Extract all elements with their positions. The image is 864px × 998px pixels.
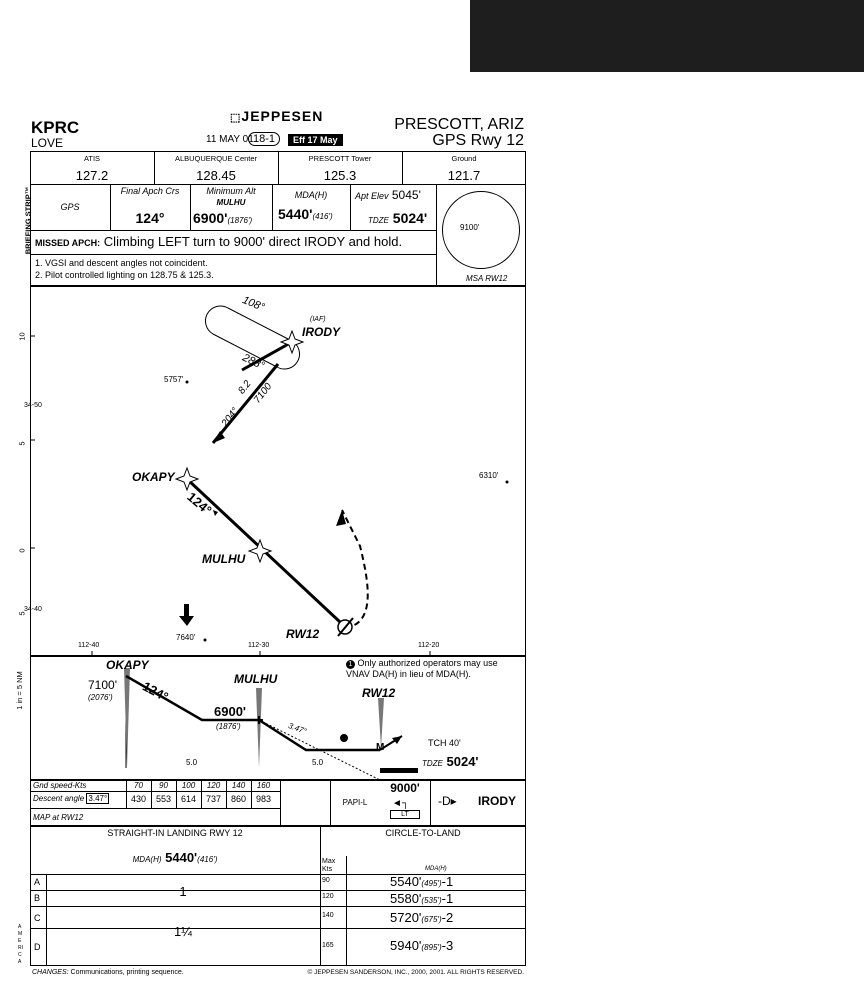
airport-ident: KPRC: [31, 118, 80, 137]
profile-okapy-label: OKAPY: [106, 658, 149, 672]
america-label: AMERICA: [18, 924, 23, 965]
hold-outbound-course: 288°: [240, 351, 267, 373]
latitude-bottom: 34-40: [24, 606, 42, 613]
rate-983: 983: [255, 794, 272, 804]
rate-614: 614: [180, 794, 197, 804]
circle-row-b: 5580'(535')-1: [390, 891, 454, 906]
cat-d: D: [34, 942, 41, 952]
comm-freq-atis: 127.2: [75, 168, 109, 183]
straight-in-title: STRAIGHT-IN LANDING RWY 12: [107, 828, 243, 838]
rate-737: 737: [205, 794, 222, 804]
profile-mulhu-h: (1876'): [216, 722, 241, 731]
rate-860: 860: [230, 794, 247, 804]
scale-label: 1 in = 5 NM: [14, 671, 24, 710]
mulhu-fix-icon: [249, 540, 271, 562]
missed-alt: 9000': [390, 781, 420, 795]
scale-5b: 5: [17, 611, 27, 616]
missed-approach-path: [342, 510, 368, 628]
profile-tch: TCH 40': [428, 738, 461, 748]
profile-rw12-label: RW12: [362, 686, 396, 700]
final-course-label: 124°: [184, 489, 215, 518]
publisher-logo: ⬚JEPPESEN: [230, 108, 324, 124]
irody-label: IRODY: [302, 325, 341, 339]
speed-100: 100: [181, 781, 196, 790]
speed-160: 160: [256, 781, 271, 790]
okapy-fix-bar: [124, 668, 130, 768]
course-arrow-icon: [213, 510, 218, 516]
max-kts-label: Max Kts: [322, 858, 336, 873]
profile-okapy-h: (2076'): [88, 693, 113, 702]
comm-name-ground: Ground: [451, 154, 477, 163]
irody-fix-icon: [281, 331, 303, 353]
missed-arrow-icon: [336, 510, 346, 526]
speed-label: Gnd speed-Kts: [33, 781, 87, 790]
tdze-row: TDZE 5024': [368, 210, 428, 226]
spot-height-dot: [204, 639, 207, 642]
final-crs-value: 124°: [135, 210, 165, 226]
min-alt-fix: MULHU: [216, 198, 246, 207]
irody-leg: [213, 364, 278, 443]
scale-10: 10: [17, 332, 27, 341]
circle-title: CIRCLE-TO-LAND: [385, 828, 461, 838]
circle-kts-a: 90: [322, 877, 330, 884]
speed-140: 140: [231, 781, 246, 790]
cat-b: B: [34, 893, 41, 903]
spot-height-dot: [506, 481, 509, 484]
note-1: 1. VGSI and descent angles not coincident.: [35, 258, 208, 268]
comm-name-atis: ATIS: [83, 154, 101, 163]
approach-type: GPS: [60, 202, 80, 212]
longitude-2: 112-30: [248, 642, 270, 649]
leg-course: 204°: [219, 405, 242, 430]
mulhu-fix-bar: [256, 688, 262, 768]
mda-label: MDA(H): [294, 190, 328, 200]
left-turn-label: LT: [390, 810, 420, 819]
rate-430: 430: [130, 794, 147, 804]
effective-date: Eff 17 May: [288, 134, 343, 146]
msa-label: MSA RW12: [466, 274, 508, 283]
circle-kts-b: 120: [322, 893, 334, 900]
profile-mulhu-alt: 6900': [214, 704, 247, 719]
airport-name: LOVE: [31, 136, 64, 150]
plan-view-drawing: [30, 286, 526, 656]
longitude-1: 112-40: [78, 642, 100, 649]
profile-note: 1 Only authorized operators may use VNAV DA(H) in lieu of MDA(H).: [346, 658, 498, 679]
circle-kts-d: 165: [322, 942, 334, 949]
copyright: © JEPPESEN SANDERSON, INC., 2000, 2001. ALL RIGHTS RESERVED.: [307, 969, 524, 976]
cat-c: C: [34, 913, 41, 923]
profile-mulhu-label: MULHU: [234, 672, 278, 686]
leg-altitude: 7100: [251, 381, 275, 406]
changes-row: CHANGES: Communications, printing sequence.: [32, 969, 184, 976]
runway-bar: [380, 768, 418, 773]
longitude-3: 112-20: [418, 642, 440, 649]
profile-okapy-alt: 7100': [88, 678, 117, 692]
map-marker: M: [376, 742, 385, 753]
spot-height-1: 5757': [164, 375, 184, 384]
map-label: MAP at RW12: [33, 813, 84, 822]
rw12-fix-bar: [378, 698, 384, 748]
spot-height-3: 7640': [176, 633, 196, 642]
missed-climb-arrow-icon: [392, 736, 402, 744]
comm-name-center: ALBUQUERQUE Center: [174, 154, 258, 163]
spot-height-dot: [186, 381, 189, 384]
top-dark-band: [470, 0, 864, 72]
circle-kts-c: 140: [322, 912, 334, 919]
comm-freq-center: 128.45: [196, 168, 236, 183]
approach-chart: [14, 108, 526, 978]
note-marker-icon: [340, 734, 348, 742]
final-crs-label: Final Apch Crs: [120, 186, 180, 196]
circle-mda-label: MDA(H): [425, 866, 447, 872]
min-alt-row: 6900'(1876'): [193, 210, 253, 226]
speed-70: 70: [134, 781, 143, 790]
min-alt-label: Minimum Alt: [206, 186, 256, 196]
rw12-label: RW12: [286, 627, 320, 641]
circle-row-c: 5720'(675')-2: [390, 910, 454, 925]
leg-distance: 8.2: [236, 378, 254, 397]
obstacle-arrow-icon: [179, 604, 194, 626]
circle-row-a: 5540'(495')-1: [390, 874, 454, 889]
irody-iaf-label: (IAF): [310, 316, 326, 323]
spot-height-2: 6310': [479, 471, 499, 480]
profile-course: 124°: [140, 678, 171, 705]
left-turn-icon: ◄┐: [392, 798, 409, 809]
hold-inbound-course: 108°: [240, 294, 267, 314]
note-1-icon: 1: [346, 660, 355, 669]
descent-path-2: [259, 720, 380, 750]
vis-ab: 1: [179, 884, 187, 899]
scale-5: 5: [17, 441, 27, 446]
angle-row-label: Descent angle 3.47°: [33, 794, 108, 803]
city-name: PRESCOTT, ARIZ: [394, 116, 524, 133]
comm-name-tower: PRESCOTT Tower: [308, 154, 372, 163]
chart-date: 11 MAY 01: [206, 134, 254, 145]
vis-cd: 1¼: [173, 924, 193, 939]
speed-120: 120: [206, 781, 221, 790]
comm-freq-ground: 121.7: [447, 168, 481, 183]
missed-fix: IRODY: [478, 794, 517, 808]
speed-90: 90: [159, 781, 168, 790]
missed-approach: MISSED APCH: Climbing LEFT turn to 9000' direct IRODY and hold.: [35, 234, 403, 249]
mulhu-label: MULHU: [202, 552, 246, 566]
okapy-label: OKAPY: [132, 470, 175, 484]
scale-0: 0: [17, 548, 27, 553]
papi-label: PAPI-L: [342, 798, 368, 807]
apt-elev-row: Apt Elev 5045': [355, 188, 421, 202]
profile-tdze-row: TDZE 5024': [422, 754, 479, 769]
jeppesen-logo-icon: ⬚: [230, 112, 242, 124]
procedure-name: GPS Rwy 12: [432, 132, 524, 149]
msa-altitude: 9100': [460, 223, 480, 232]
latitude-top: 34-50: [24, 402, 42, 409]
comm-freq-tower: 125.3: [323, 168, 357, 183]
rate-553: 553: [155, 794, 172, 804]
direct-to-icon: -D▸: [438, 794, 457, 808]
mda-row: 5440'(416'): [278, 206, 333, 222]
profile-dist-1: 5.0: [186, 758, 198, 767]
msa-circle: [442, 191, 520, 269]
cat-a: A: [34, 877, 41, 887]
profile-angle: 3.47°: [287, 721, 308, 736]
circle-row-d: 5940'(895')-3: [390, 938, 454, 953]
straight-in-mda: MDA(H) 5440'(416'): [132, 850, 218, 865]
briefing-strip-label: BRIEFING STRIP™: [23, 186, 33, 255]
profile-dist-2: 5.0: [312, 758, 324, 767]
chart-index: 18-1: [248, 132, 280, 146]
note-2: 2. Pilot controlled lighting on 128.75 & 125.3.: [35, 270, 214, 280]
